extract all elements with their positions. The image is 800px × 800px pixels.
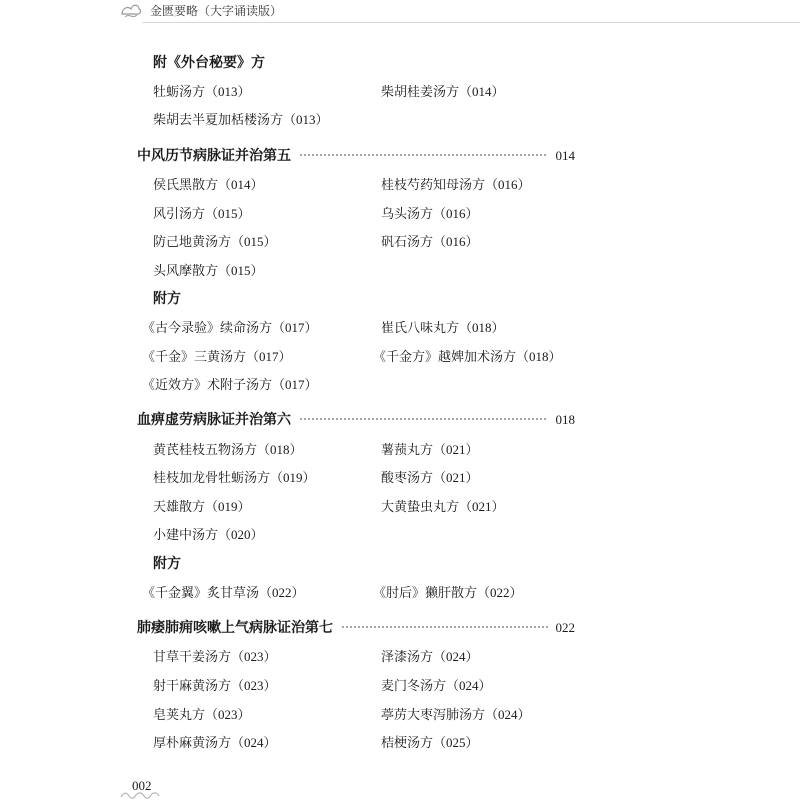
toc-entry[interactable]: 乌头汤方（016）	[381, 206, 479, 222]
toc-entry[interactable]: 黄芪桂枝五物汤方（018）	[153, 442, 303, 458]
toc-entry[interactable]: 桔梗汤方（025）	[381, 735, 479, 751]
chapter-heading-6[interactable]	[137, 409, 575, 429]
sub-heading-waitai: 附《外台秘要》方	[153, 55, 265, 71]
toc-entry[interactable]: 头风摩散方（015）	[153, 263, 264, 279]
chapter-page-number: 018	[555, 412, 575, 427]
toc-entry[interactable]: 《千金方》越婢加术汤方（018）	[373, 349, 562, 365]
toc-entry[interactable]: 《古今录验》续命汤方（017）	[142, 320, 318, 336]
wave-ornament-icon	[120, 791, 160, 800]
toc-entry[interactable]: 葶苈大枣泻肺汤方（024）	[381, 707, 531, 723]
dot-leader	[299, 418, 548, 421]
chapter-page-number: 014	[555, 148, 575, 163]
toc-entry[interactable]: 甘草干姜汤方（023）	[153, 649, 277, 665]
toc-entry[interactable]: 射干麻黄汤方（023）	[153, 678, 277, 694]
toc-entry[interactable]: 柴胡去半夏加栝楼汤方（013）	[153, 112, 329, 128]
toc-entry[interactable]: 皂荚丸方（023）	[153, 707, 251, 723]
toc-entry[interactable]: 《千金》三黄汤方（017）	[142, 349, 292, 365]
toc-entry[interactable]: 天雄散方（019）	[153, 499, 251, 515]
toc-entry[interactable]: 大黄蛰虫丸方（021）	[381, 499, 505, 515]
sub-heading-appendix: 附方	[153, 556, 181, 572]
toc-entry[interactable]: 矾石汤方（016）	[381, 234, 479, 250]
toc-entry[interactable]: 泽漆汤方（024）	[381, 649, 479, 665]
toc-entry[interactable]: 《肘后》獭肝散方（022）	[373, 585, 523, 601]
toc-entry[interactable]: 柴胡桂姜汤方（014）	[381, 84, 505, 100]
toc-entry[interactable]: 崔氏八味丸方（018）	[381, 320, 505, 336]
toc-entry[interactable]: 牡蛎汤方（013）	[153, 84, 251, 100]
toc-entry[interactable]: 风引汤方（015）	[153, 206, 251, 222]
toc-entry[interactable]: 桂枝加龙骨牡蛎汤方（019）	[153, 470, 316, 486]
toc-entry[interactable]: 薯蓣丸方（021）	[381, 442, 479, 458]
page-footer	[120, 776, 180, 800]
toc-entry[interactable]: 小建中汤方（020）	[153, 527, 264, 543]
toc-entry[interactable]: 厚朴麻黄汤方（024）	[153, 735, 277, 751]
page-number: 002	[132, 778, 152, 793]
dot-leader	[341, 626, 548, 629]
chapter-heading-7[interactable]	[137, 617, 575, 637]
chapter-heading-5[interactable]	[137, 145, 575, 165]
book-title: 金匮要略（大字诵读版）	[150, 4, 283, 18]
toc-entry[interactable]: 麦门冬汤方（024）	[381, 678, 492, 694]
chapter-title: 血痹虚劳病脉证并治第六	[137, 412, 291, 428]
toc-entry[interactable]: 《千金翼》炙甘草汤（022）	[142, 585, 305, 601]
chapter-page-number: 022	[555, 620, 575, 635]
toc-entry[interactable]: 侯氏黑散方（014）	[153, 177, 264, 193]
chapter-title: 肺痿肺痈咳嗽上气病脉证治第七	[137, 620, 333, 636]
toc-entry[interactable]: 防己地黄汤方（015）	[153, 234, 277, 250]
chapter-title: 中风历节病脉证并治第五	[137, 148, 291, 164]
toc-entry[interactable]: 桂枝芍药知母汤方（016）	[381, 177, 531, 193]
dot-leader	[299, 154, 548, 157]
toc-entry[interactable]: 《近效方》术附子汤方（017）	[142, 377, 318, 393]
toc-entry[interactable]: 酸枣汤方（021）	[381, 470, 479, 486]
sub-heading-appendix: 附方	[153, 291, 181, 307]
